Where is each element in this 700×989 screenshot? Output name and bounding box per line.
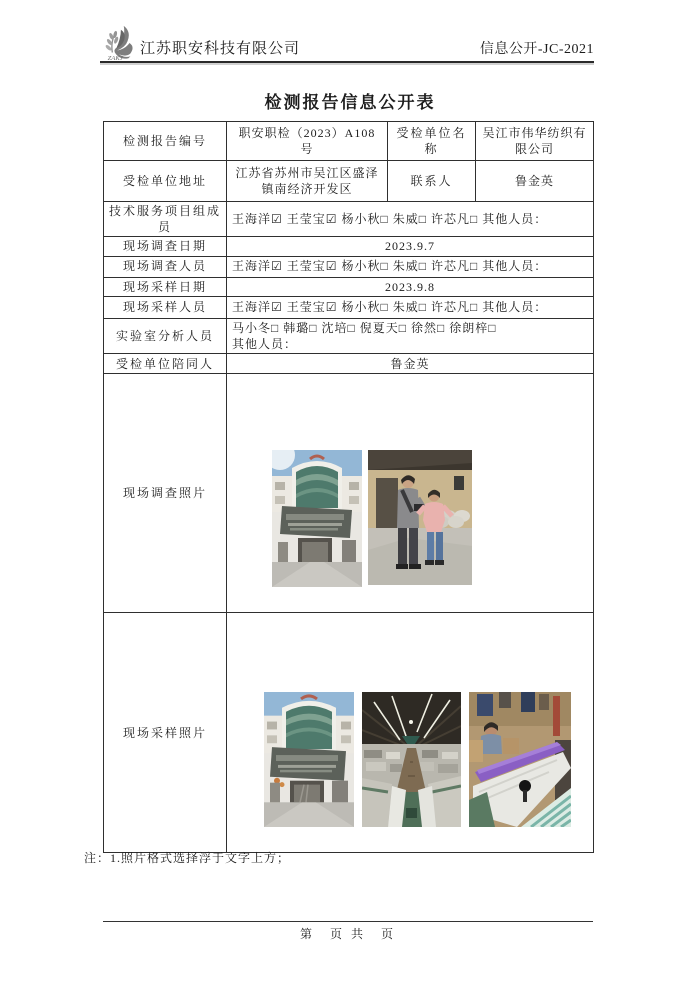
unit-address-value: 江苏省苏州市吴江区盛泽镇南经济开发区 <box>227 161 388 202</box>
survey-date-value: 2023.9.7 <box>227 237 594 256</box>
survey-photo-strip <box>232 400 588 587</box>
report-number-value: 职安职检（2023）A108 号 <box>227 122 388 161</box>
table-row-survey-staff <box>104 256 594 277</box>
table-row-sampling-photos <box>104 613 594 853</box>
team-members-checkboxes: 王海洋☑ 王莹宝☑ 杨小秋□ 朱威□ 许芯凡□ 其他人员： <box>227 202 594 237</box>
lab-staff-label: 实验室分析人员 <box>104 318 227 353</box>
photo-site-survey-people <box>368 450 472 585</box>
table-row-sampling-date <box>104 277 594 296</box>
table-row-survey-photos <box>104 374 594 613</box>
footnote: 注：1.照片格式选择浮于文字上方； <box>84 851 291 865</box>
sampling-photos-cell <box>227 613 594 853</box>
table-row-lab-staff <box>104 318 594 353</box>
company-name: 江苏职安科技有限公司 <box>140 41 301 57</box>
table-row-survey-date <box>104 237 594 256</box>
lab-staff-line2: 其他人员： <box>232 336 298 351</box>
table-row-escort <box>104 354 594 374</box>
table-row-sampling-staff <box>104 296 594 318</box>
escort-label: 受检单位陪同人 <box>104 354 227 374</box>
lab-staff-checkboxes <box>227 318 594 353</box>
unit-name-label: 受检单位名称 <box>388 122 476 161</box>
escort-value: 鲁金英 <box>227 354 594 374</box>
page-header <box>100 24 594 63</box>
company-logo-icon <box>100 24 138 62</box>
logo-text: ZAKJ <box>107 55 123 62</box>
lab-staff-line1: 马小冬□ 韩璐□ 沈培□ 倪夏天□ 徐然□ 徐朗梓□ <box>232 320 497 335</box>
team-label: 技术服务项目组成员 <box>104 202 227 237</box>
contact-label: 联系人 <box>388 161 476 202</box>
table-row-team <box>104 202 594 237</box>
unit-name-value: 吴江市伟华纺织有限公司 <box>476 122 594 161</box>
survey-photos-label: 现场调查照片 <box>104 374 227 613</box>
photo-factory-gate-building-2 <box>264 692 354 827</box>
survey-staff-checkboxes: 王海洋☑ 王莹宝☑ 杨小秋□ 朱威□ 许芯凡□ 其他人员： <box>227 256 594 277</box>
report-number-label: 检测报告编号 <box>104 122 227 161</box>
table-row-address <box>104 161 594 202</box>
table-row-report <box>104 122 594 161</box>
sampling-date-label: 现场采样日期 <box>104 277 227 296</box>
sampling-photo-strip <box>232 638 588 827</box>
photo-loom-purple-warp <box>469 692 571 827</box>
page-number-text: 第 页 共 页 <box>299 927 396 941</box>
survey-photos-cell <box>227 374 594 613</box>
document-number: 信息公开-JC-2021 <box>479 42 594 57</box>
sampling-date-value: 2023.9.8 <box>227 277 594 296</box>
sampling-staff-label: 现场采样人员 <box>104 296 227 318</box>
unit-address-label: 受检单位地址 <box>104 161 227 202</box>
photo-weaving-workshop-aisle <box>362 692 461 827</box>
brand <box>100 24 301 62</box>
survey-staff-label: 现场调查人员 <box>104 256 227 277</box>
footer-divider <box>103 921 593 922</box>
disclosure-table <box>103 121 594 853</box>
sampling-staff-checkboxes: 王海洋☑ 王莹宝☑ 杨小秋□ 朱威□ 许芯凡□ 其他人员： <box>227 296 594 318</box>
contact-value: 鲁金英 <box>476 161 594 202</box>
photo-factory-gate-building <box>272 450 362 587</box>
survey-date-label: 现场调查日期 <box>104 237 227 256</box>
page-title: 检测报告信息公开表 <box>264 93 436 112</box>
sampling-photos-label: 现场采样照片 <box>104 613 227 853</box>
